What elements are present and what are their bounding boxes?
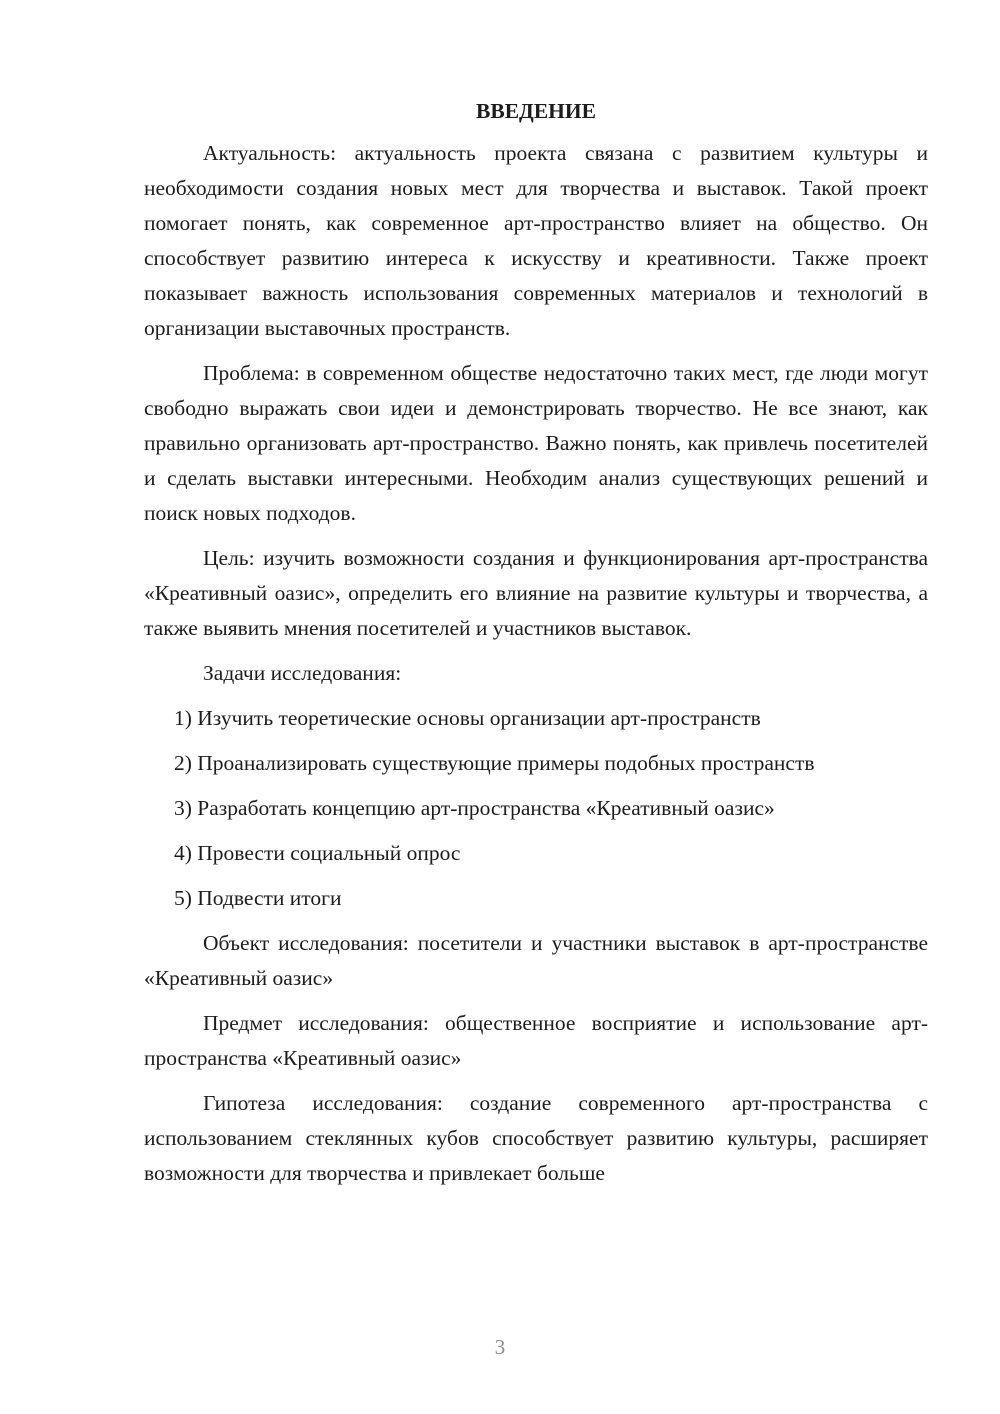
page-content [144,94,928,1201]
task-item: 1) Изучить теоретические основы организации арт-пространств [174,706,761,730]
object-paragraph: Объект исследования: посетители и участники выставок в арт-пространстве «Креативный оазис» [144,931,928,990]
task-item: 3) Разработать концепцию арт-пространства «Креативный оазис» [174,796,775,820]
page-number: 3 [494,1335,506,1359]
subject-paragraph: Предмет исследования: общественное восприятие и использование арт-пространства «Креативный оазис» [144,1011,928,1070]
task-item: 2) Проанализировать существующие примеры подобных пространств [174,751,815,775]
tasks-list [144,701,928,916]
goal-paragraph: Цель: изучить возможности создания и функционирования арт-пространства «Креативный оазис», определить его влияние на развитие культуры и творчества, а также выявить мнения посетителей и участников выставок. [144,546,928,640]
hypothesis-paragraph: Гипотеза исследования: создание современного арт-пространства с использованием стеклянных кубов способствует развитию культуры, расширяет возможности для творчества и привлекает больше [144,1091,928,1185]
problem-paragraph: Проблема: в современном обществе недостаточно таких мест, где люди могут свободно выражать свои идеи и демонстрировать творчество. Не все знают, как правильно организовать арт-пространство. Важно понять, как привлечь посетителей и сделать выставки интересными. Необходим анализ существующих решений и поиск новых подходов. [144,361,928,525]
task-item: 4) Провести социальный опрос [174,841,461,865]
page-title: ВВЕДЕНИЕ [476,99,596,123]
tasks-label: Задачи исследования: [203,661,402,685]
relevance-paragraph: Актуальность: актуальность проекта связана с развитием культуры и необходимости создания новых мест для творчества и выставок. Такой проект помогает понять, как современное арт-пространство влияет на общество. Он способствует развитию интереса к искусству и креативности. Также проект показывает важность использования современных материалов и технологий в организации выставочных пространств. [144,141,928,340]
task-item: 5) Подвести итоги [174,886,342,910]
